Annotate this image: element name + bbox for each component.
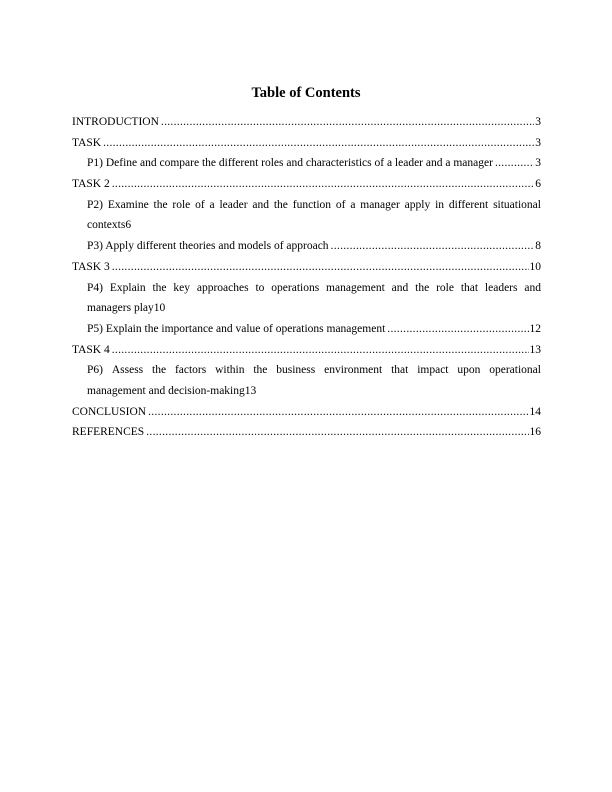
toc-word: in [435, 198, 445, 211]
toc-page-number: 14 [529, 405, 541, 418]
toc-entry-task[interactable] [72, 133, 541, 154]
toc-entry-task-4[interactable] [72, 340, 541, 361]
toc-entry-introduction[interactable] [72, 112, 541, 133]
toc-entry-references[interactable] [72, 422, 541, 443]
toc-entry-label-line2: management and decision-making [87, 384, 245, 397]
toc-entry-label: CONCLUSION [72, 405, 147, 418]
toc-entry-task-3[interactable] [72, 257, 541, 278]
toc-entry-label: TASK 3 [72, 260, 110, 273]
toc-word: the [152, 364, 167, 377]
toc-word: of [335, 198, 346, 211]
toc-word: leader [219, 198, 248, 211]
toc-word: manager [360, 198, 400, 211]
toc-word: upon [457, 364, 481, 377]
toc-word: a [350, 198, 356, 211]
toc-word: the [273, 198, 288, 211]
toc-list [72, 112, 541, 443]
toc-word: the [152, 281, 167, 294]
toc-entry-label: TASK 2 [72, 178, 110, 191]
toc-entry-label-line1 [87, 195, 541, 216]
toc-page-number: 10 [529, 260, 541, 273]
toc-entry-p4[interactable] [72, 278, 541, 319]
toc-page-number: 6 [535, 178, 541, 191]
toc-word: and [391, 281, 409, 294]
toc-word: the [253, 364, 268, 377]
toc-page-number: 13 [529, 343, 541, 356]
toc-page-number: 6 [125, 219, 132, 232]
toc-word: and [524, 281, 541, 294]
toc-word: the [153, 198, 168, 211]
toc-entry-label-line1 [87, 278, 541, 299]
toc-entry-p1[interactable] [72, 153, 541, 174]
toc-word: P6) [87, 364, 103, 377]
toc-entry-p6[interactable] [72, 360, 541, 401]
toc-page-number: 3 [535, 116, 541, 128]
toc-entry-p3[interactable] [72, 236, 541, 257]
toc-entry-label: P1) Define and compare the different roles and characteristics of a leader and a manager [87, 157, 493, 170]
toc-page-number: 12 [529, 322, 541, 335]
toc-word: role [172, 198, 191, 211]
toc-word: of [195, 198, 205, 211]
toc-entry-label: INTRODUCTION [72, 116, 159, 128]
toc-entry-label-line2: managers play [87, 302, 154, 315]
toc-leader-dots [112, 174, 535, 195]
toc-word: management [326, 281, 385, 294]
toc-title: Table of Contents [251, 85, 361, 101]
toc-page-number: 13 [244, 384, 257, 397]
toc-word: operations [271, 281, 320, 294]
toc-word: leaders [484, 281, 518, 294]
toc-entry-label-line2: contexts [87, 219, 126, 232]
toc-word: that [391, 364, 409, 377]
toc-word: that [460, 281, 479, 294]
toc-word: Assess [111, 364, 144, 377]
toc-word: function [292, 198, 332, 211]
toc-leader-dots [148, 402, 528, 423]
toc-page-number: 3 [535, 157, 541, 170]
toc-word: the [415, 281, 430, 294]
toc-word: Examine [107, 198, 149, 211]
toc-word: and [252, 198, 270, 211]
toc-leader-dots [161, 112, 534, 133]
toc-word: P2) [87, 198, 103, 211]
toc-entry-label: REFERENCES [72, 426, 145, 439]
toc-word: impact [417, 364, 449, 377]
toc-entry-conclusion[interactable] [72, 402, 541, 423]
toc-word: business [276, 364, 316, 377]
toc-entry-task-2[interactable] [72, 174, 541, 195]
toc-word: Explain [109, 281, 146, 294]
toc-page-number: 10 [153, 302, 166, 315]
toc-word: operational [489, 364, 541, 377]
toc-leader-dots [146, 422, 528, 443]
toc-entry-label: TASK [72, 136, 102, 149]
toc-word: environment [324, 364, 383, 377]
toc-word: role [436, 281, 454, 294]
toc-word: factors [174, 364, 207, 377]
toc-word: key [173, 281, 191, 294]
toc-leader-dots [331, 236, 535, 257]
toc-entry-label-line1 [87, 360, 541, 381]
toc-word: situational [493, 198, 541, 211]
toc-page-number: 3 [535, 136, 541, 149]
toc-leader-dots [103, 133, 534, 154]
toc-entry-label: P5) Explain the importance and value of operations management [87, 322, 386, 335]
toc-page-number: 16 [529, 426, 541, 439]
toc-entry-p2[interactable] [72, 195, 541, 236]
toc-word: to [255, 281, 265, 294]
toc-leader-dots [495, 153, 534, 174]
toc-word: a [209, 198, 215, 211]
toc-leader-dots [112, 257, 529, 278]
toc-leader-dots [112, 340, 529, 361]
toc-word: apply [404, 198, 431, 211]
toc-word: P4) [87, 281, 103, 294]
toc-word: different [448, 198, 489, 211]
toc-entry-label: P3) Apply different theories and models of approach [87, 240, 329, 253]
toc-entry-p5[interactable] [72, 319, 541, 340]
toc-page-number: 8 [535, 240, 541, 253]
toc-leader-dots [387, 319, 528, 340]
toc-word: approaches [196, 281, 249, 294]
toc-word: within [215, 364, 245, 377]
toc-entry-label: TASK 4 [72, 343, 110, 356]
